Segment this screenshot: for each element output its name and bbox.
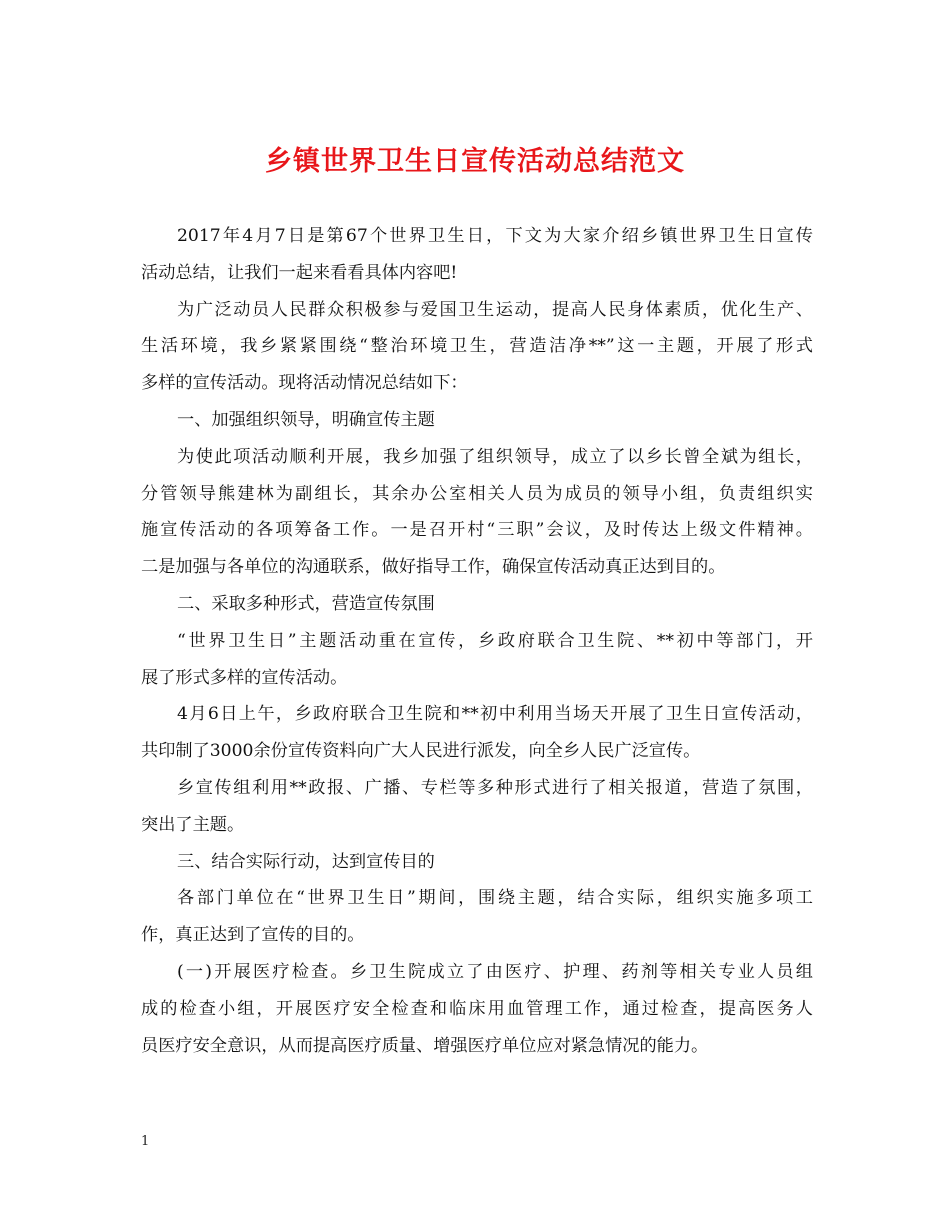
text-line: 一、加强组织领导，明确宣传主题 [177, 409, 435, 430]
text-line: (一)开展医疗检查。乡卫生院成立了由医疗、护理、药剂等相关专业人员组 [177, 961, 813, 982]
text-line: 乡宣传组利用**政报、广播、专栏等多种形式进行了相关报道，营造了氛围， [177, 777, 813, 798]
text-line: 二、采取多种形式，营造宣传氛围 [177, 593, 435, 614]
text-line: 2017年4月7日是第67个世界卫生日，下文为大家介绍乡镇世界卫生日宣传 [177, 226, 813, 246]
text-line: 作，真正达到了宣传的目的。 [141, 925, 365, 946]
text-line: 三、结合实际行动，达到宣传目的 [177, 851, 435, 872]
page-number: 1 [141, 1134, 150, 1149]
text-line: “世界卫生日”主题活动重在宣传，乡政府联合卫生院、**初中等部门，开 [177, 630, 813, 651]
text-line: 4月6日上午，乡政府联合卫生院和**初中利用当场天开展了卫生日宣传活动， [177, 704, 813, 725]
text-line: 施宣传活动的各项筹备工作。一是召开村“三职”会议，及时传达上级文件精神。 [141, 520, 813, 541]
text-line: 展了形式多样的宣传活动。 [141, 667, 348, 688]
text-line: 突出了主题。 [141, 814, 245, 835]
text-line: 活动总结，让我们一起来看看具体内容吧! [141, 262, 458, 283]
text-line: 为广泛动员人民群众积极参与爱国卫生运动，提高人民身体素质，优化生产、 [177, 299, 813, 320]
text-line: 分管领导熊建林为副组长，其余办公室相关人员为成员的领导小组，负责组织实 [141, 483, 813, 504]
text-line: 二是加强与各单位的沟通联系，做好指导工作，确保宣传活动真正达到目的。 [141, 557, 726, 578]
text-line: 生活环境，我乡紧紧围绕“整治环境卫生，营造洁净**”这一主题，开展了形式 [141, 336, 813, 357]
document-body [141, 218, 813, 1064]
text-line: 多样的宣传活动。现将活动情况总结如下： [141, 373, 468, 394]
text-line: 员医疗安全意识，从而提高医疗质量、增强医疗单位应对紧急情况的能力。 [141, 1035, 709, 1056]
text-line: 共印制了3000余份宣传资料向广大人民进行派发，向全乡人民广泛宣传。 [141, 741, 701, 762]
text-line: 为使此项活动顺利开展，我乡加强了组织领导，成立了以乡长曾全斌为组长， [177, 446, 813, 467]
text-line: 成的检查小组，开展医疗安全检查和临床用血管理工作，通过检查，提高医务人 [141, 998, 813, 1019]
document-title: 乡镇世界卫生日宣传活动总结范文 [265, 146, 685, 177]
text-line: 各部门单位在“世界卫生日”期间，围绕主题，结合实际，组织实施多项工 [177, 888, 813, 909]
